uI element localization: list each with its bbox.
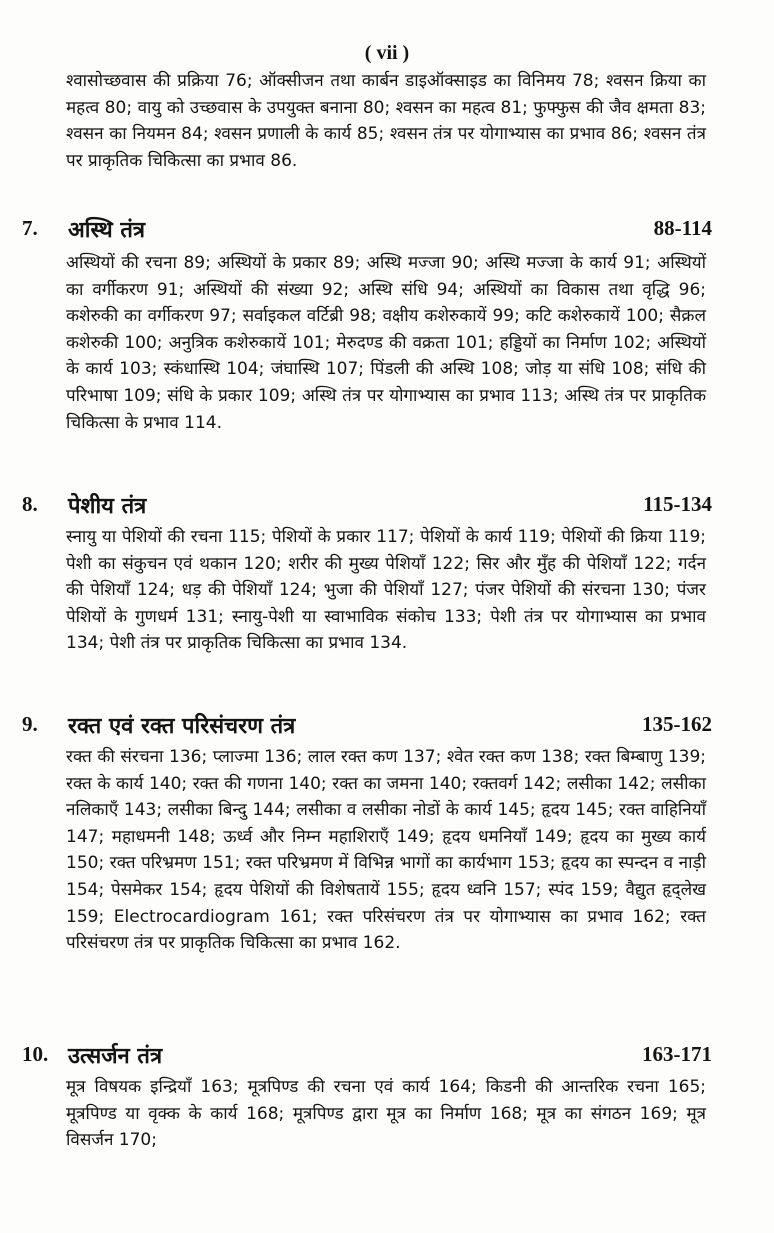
chapter-number: 9.	[22, 712, 38, 736]
chapter-page-range: 115-134	[643, 492, 712, 516]
chapter-page-range: 135-162	[642, 712, 712, 736]
chapter-10-topics: मूत्र विषयक इन्द्रियाँ 163; मूत्रपिण्ड की रचना एवं कार्य 164; किडनी की आन्तरिक रचना 165; मूत्रपिण्ड या वृक्क के कार्य 168; मूत्रपिण्ड द्वारा मूत्र का निर्माण 168; मूत्र का संगठन 169; मूत्र विसर्जन 170;	[66, 1077, 706, 1151]
intro-paragraph: श्वासोच्छवास की प्रक्रिया 76; ऑक्सीजन तथा कार्बन डाइऑक्साइड का विनिमय 78; श्वसन क्रिया का महत्व 80; वायु को उच्छवास के उपयुक्त बनाना 80; श्वसन का महत्व 81; फुफ्फुस की जैव क्षमता 83; श्वसन का नियमन 84; श्वसन प्रणाली के कार्य 85; श्वसन तंत्र पर योगाभ्यास का प्रभाव 86; श्वसन तंत्र पर प्राकृतिक चिकित्सा का प्रभाव 86.	[66, 71, 706, 171]
chapter-8-topics: स्नायु या पेशियों की रचना 115; पेशियों के प्रकार 117; पेशियों के कार्य 119; पेशियों की क्रिया 119; पेशी का संकुचन एवं थकान 120; शरीर की मुख्य पेशियाँ 122; सिर और मुँह की पेशियाँ 122; गर्दन की पेशियाँ 124; धड़ की पेशियाँ 124; भुजा की पेशियाँ 127; पंजर पेशियों की संरचना 130; पंजर पेशियों के गुणधर्म 131; स्नायु-पेशी या स्वाभाविक संकोच 133; पेशी तंत्र पर योगाभ्यास का प्रभाव 134; पेशी तंत्र पर प्राकृतिक चिकित्सा का प्रभाव 134.	[66, 527, 706, 654]
chapter-heading-7	[22, 214, 712, 248]
chapter-9-topics: रक्त की संरचना 136; प्लाज्मा 136; लाल रक्त कण 137; श्वेत रक्त कण 138; रक्त बिम्बाणु 139; रक्त के कार्य 140; रक्त की गणना 140; रक्त का जमना 140; रक्तवर्ग 142; लसीका 142; लसीका नलिकाएँ 143; लसीका बिन्दु 144; लसीका व लसीका नोडों के कार्य 145; हृदय 145; रक्त वाहिनियाँ 147; महाधमनी 148; ऊर्ध्व और निम्न महाशिराएँ 149; हृदय धमनियाँ 149; हृदय का मुख्य कार्य 150; रक्त परिभ्रमण 151; रक्त परिभ्रमण में विभिन्न भागों का कार्यभाग 153; हृदय का स्पन्दन व नाड़ी 154; पेसमेकर 154; हृदय पेशियों की विशेषतायें 155; हृदय ध्वनि 157; स्पंद 159; वैद्युत हृद्लेख 159; Electrocardiogram 161; रक्त परिसंचरण तंत्र पर योगाभ्यास का प्रभाव 162; रक्त परिसंचरण तंत्र पर प्राकृतिक चिकित्सा का प्रभाव 162.	[66, 747, 706, 954]
chapter-heading-10	[22, 1040, 712, 1074]
chapter-number: 8.	[22, 492, 38, 516]
chapter-page-range: 163-171	[642, 1042, 712, 1066]
chapter-title: अस्थि तंत्र	[68, 218, 146, 243]
chapter-heading-8	[22, 490, 712, 524]
chapter-page-range: 88-114	[653, 216, 712, 240]
chapter-title: रक्त एवं रक्त परिसंचरण तंत्र	[68, 714, 296, 739]
chapter-heading-9	[22, 710, 712, 744]
chapter-number: 10.	[22, 1042, 49, 1066]
page-number: ( vii )	[364, 42, 410, 64]
chapter-number: 7.	[22, 216, 38, 240]
chapter-title: उत्सर्जन तंत्र	[68, 1044, 163, 1069]
chapter-title: पेशीय तंत्र	[68, 494, 147, 519]
chapter-7-topics: अस्थियों की रचना 89; अस्थियों के प्रकार 89; अस्थि मज्जा 90; अस्थि मज्जा के कार्य 91; अस्थियों का वर्गीकरण 91; अस्थियों की संख्या 92; अस्थि संधि 94; अस्थियों का विकास तथा वृद्धि 96; कशेरुकी का वर्गीकरण 97; सर्वाइकल वर्टिब्री 98; वक्षीय कशेरुकायें 99; कटि कशेरुकायें 100; सैक्रल कशेरुकी 100; अनुत्रिक कशेरुकायें 101; मेरुदण्ड की वक्रता 101; हड्डियों का निर्माण 102; अस्थियों के कार्य 103; स्कंधास्थि 104; जंघास्थि 107; पिंडली की अस्थि 108; जोड़ या संधि 108; संधि की परिभाषा 109; संधि के प्रकार 109; अस्थि तंत्र पर योगाभ्यास का प्रभाव 113; अस्थि तंत्र पर प्राकृतिक चिकित्सा के प्रभाव 114.	[66, 253, 706, 433]
